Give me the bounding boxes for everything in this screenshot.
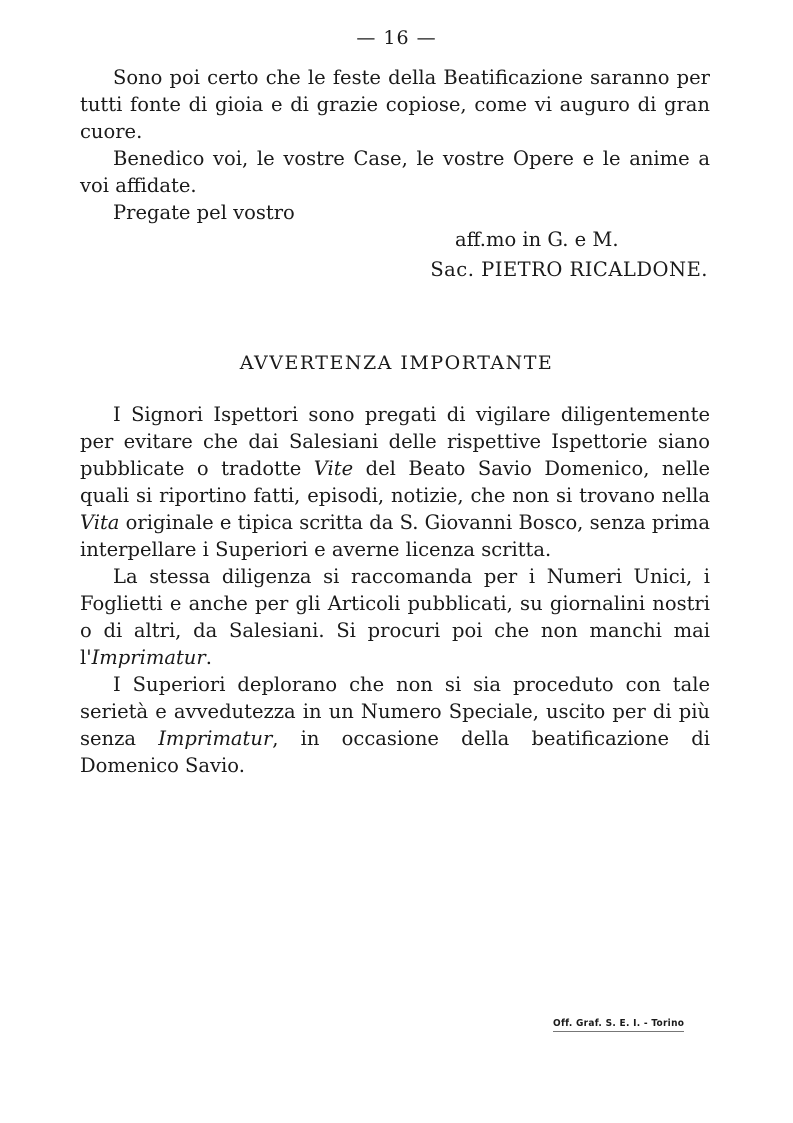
text-run: I Superiori deplorano che non si sia proceduto con tale serietà e avvedutezza in un Numero Speciale, uscito per di più senza — [80, 673, 710, 750]
letter-paragraph: Sono poi certo che le feste della Beatificazione saranno per tutti fonte di gioia e di grazie copiose, come vi auguro di gran cuore. — [80, 66, 710, 143]
text-run: del Beato Savio Domenico, nelle quali si riportino fatti, episodi, notizie, che non si trovano nella — [80, 457, 710, 507]
italic-term: Imprimatur — [158, 727, 273, 750]
letter-body — [80, 64, 710, 226]
text-run: originale e tipica scritta da S. Giovanni Bosco, senza prima interpellare i Superiori e averne licenza scritta. — [80, 511, 710, 561]
notice-paragraph — [80, 671, 710, 779]
text-run: , in occasione della beatificazione di Domenico Savio. — [80, 727, 710, 777]
letter-signature: Sac. PIETRO RICALDONE. — [430, 258, 708, 281]
printer-imprint: Off. Graf. S. E. I. - Torino — [553, 1018, 684, 1032]
notice-body — [80, 401, 710, 779]
notice-paragraph — [80, 401, 710, 563]
text-run: . — [205, 646, 212, 669]
notice-paragraph — [80, 563, 710, 671]
text-run: I Signori Ispettori sono pregati di vigilare diligentemente per evitare che dai Salesiani delle rispettive Ispettorie siano pubblicate o tradotte — [80, 403, 710, 480]
text-run: La stessa diligenza si raccomanda per i Numeri Unici, i Foglietti e anche per gli Articoli pubblicati, su giornalini nostri o di altri, da Salesiani. Si procuri poi che non manchi mai l' — [80, 565, 710, 669]
section-heading: AVVERTENZA IMPORTANTE — [239, 352, 554, 374]
italic-term: Imprimatur — [91, 646, 206, 669]
italic-title: Vita — [80, 511, 120, 534]
letter-paragraph: Benedico voi, le vostre Case, le vostre Opere e le anime a voi affidate. — [80, 147, 710, 197]
page-number: — 16 — — [356, 27, 437, 49]
letter-paragraph: Pregate pel vostro — [113, 201, 295, 224]
letter-closing: aff.mo in G. e M. — [455, 228, 619, 251]
italic-title: Vite — [313, 457, 354, 480]
